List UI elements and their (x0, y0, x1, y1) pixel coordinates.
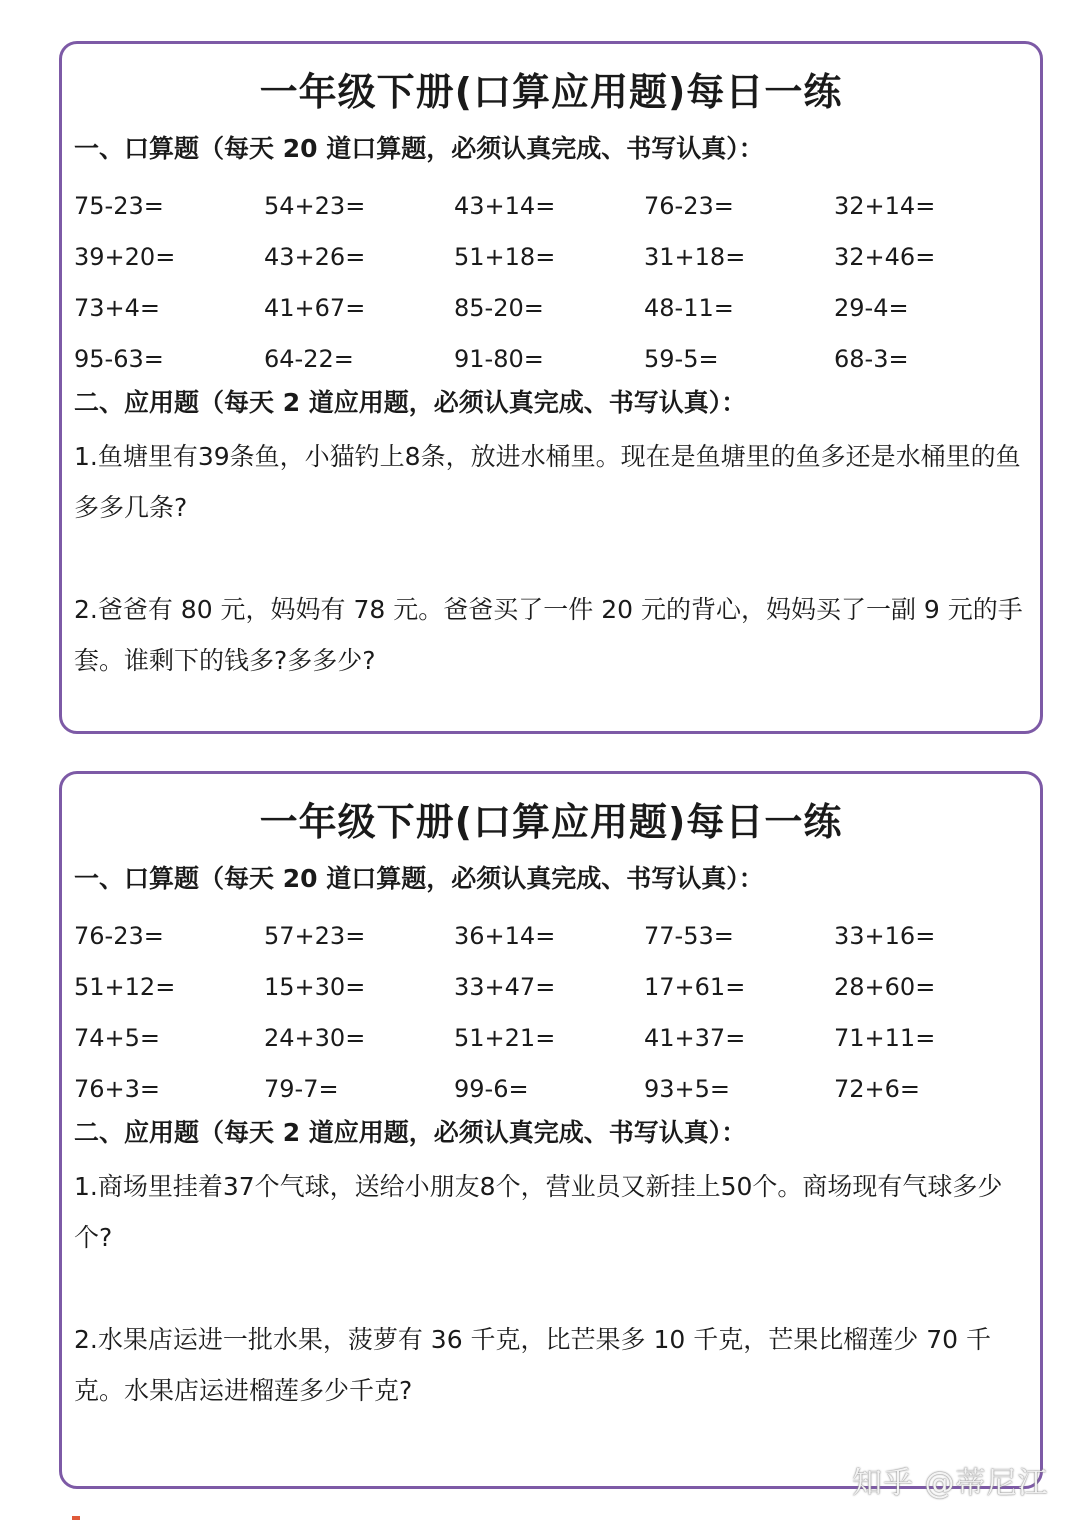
calc-item: 43+14= (454, 191, 556, 220)
word-problem-2: 2.水果店运进一批水果，菠萝有 36 千克，比芒果多 10 千克，芒果比榴莲少 70 千克。水果店运进榴莲多少千克? (74, 1325, 991, 1405)
worksheet-title: 一年级下册(口算应用题)每日一练 (259, 70, 843, 114)
calc-row (74, 333, 1034, 384)
calc-item: 29-4= (834, 293, 909, 322)
calc-item: 99-6= (454, 1074, 529, 1103)
calc-row (74, 961, 1034, 1012)
calc-item: 74+5= (74, 1023, 161, 1052)
calc-item: 17+61= (644, 972, 746, 1001)
calc-item: 32+14= (834, 191, 936, 220)
calc-item: 73+4= (74, 293, 161, 322)
calc-item: 59-5= (644, 344, 719, 373)
word-problems-heading: 二、应用题（每天 2 道应用题，必须认真完成、书写认真）： (74, 1118, 747, 1147)
calc-item: 76+3= (74, 1074, 161, 1103)
calc-item: 48-11= (644, 293, 734, 322)
calc-item: 33+16= (834, 921, 936, 950)
calc-item: 41+37= (644, 1023, 746, 1052)
calc-item: 76-23= (644, 191, 734, 220)
calc-item: 51+18= (454, 242, 556, 271)
calc-item: 32+46= (834, 242, 936, 271)
calc-item: 39+20= (74, 242, 176, 271)
word-problem-1: 1.鱼塘里有39条鱼，小猫钓上8条，放进水桶里。现在是鱼塘里的鱼多还是水桶里的鱼多多几条? (74, 442, 1021, 522)
worksheet-title: 一年级下册(口算应用题)每日一练 (259, 800, 843, 844)
worksheet-card-2 (59, 771, 1043, 1489)
zhihu-watermark: 知乎 @蒂尼江 (852, 1466, 1049, 1501)
calc-item: 71+11= (834, 1023, 936, 1052)
calc-item: 54+23= (264, 191, 366, 220)
calc-item: 51+12= (74, 972, 176, 1001)
calc-item: 79-7= (264, 1074, 339, 1103)
mental-math-grid (74, 180, 1034, 384)
calc-item: 77-53= (644, 921, 734, 950)
calc-row (74, 1012, 1034, 1063)
calc-item: 28+60= (834, 972, 936, 1001)
mental-math-heading: 一、口算题（每天 20 道口算题，必须认真完成、书写认真）： (74, 134, 764, 163)
calc-item: 95-63= (74, 344, 164, 373)
word-problem-1: 1.商场里挂着37个气球，送给小朋友8个，营业员又新挂上50个。商场现有气球多少个? (74, 1172, 1003, 1252)
calc-row (74, 910, 1034, 961)
calc-item: 41+67= (264, 293, 366, 322)
calc-item: 51+21= (454, 1023, 556, 1052)
calc-item: 43+26= (264, 242, 366, 271)
worksheet-card-1 (59, 41, 1043, 734)
calc-item: 91-80= (454, 344, 544, 373)
calc-item: 76-23= (74, 921, 164, 950)
calc-row (74, 1063, 1034, 1114)
calc-item: 64-22= (264, 344, 354, 373)
calc-item: 68-3= (834, 344, 909, 373)
word-problems-heading: 二、应用题（每天 2 道应用题，必须认真完成、书写认真）： (74, 388, 747, 417)
calc-item: 72+6= (834, 1074, 921, 1103)
calc-item: 24+30= (264, 1023, 366, 1052)
calc-item: 33+47= (454, 972, 556, 1001)
calc-item: 31+18= (644, 242, 746, 271)
calc-item: 57+23= (264, 921, 366, 950)
calc-row (74, 282, 1034, 333)
calc-row (74, 180, 1034, 231)
calc-item: 75-23= (74, 191, 164, 220)
calc-item: 93+5= (644, 1074, 731, 1103)
calc-row (74, 231, 1034, 282)
word-problem-2: 2.爸爸有 80 元，妈妈有 78 元。爸爸买了一件 20 元的背心，妈妈买了一副 9 元的手套。谁剩下的钱多?多多少? (74, 595, 1023, 675)
calc-item: 36+14= (454, 921, 556, 950)
calc-item: 85-20= (454, 293, 544, 322)
calc-item: 15+30= (264, 972, 366, 1001)
mental-math-heading: 一、口算题（每天 20 道口算题，必须认真完成、书写认真）： (74, 864, 764, 893)
corner-mark (72, 1516, 80, 1520)
mental-math-grid (74, 910, 1034, 1114)
